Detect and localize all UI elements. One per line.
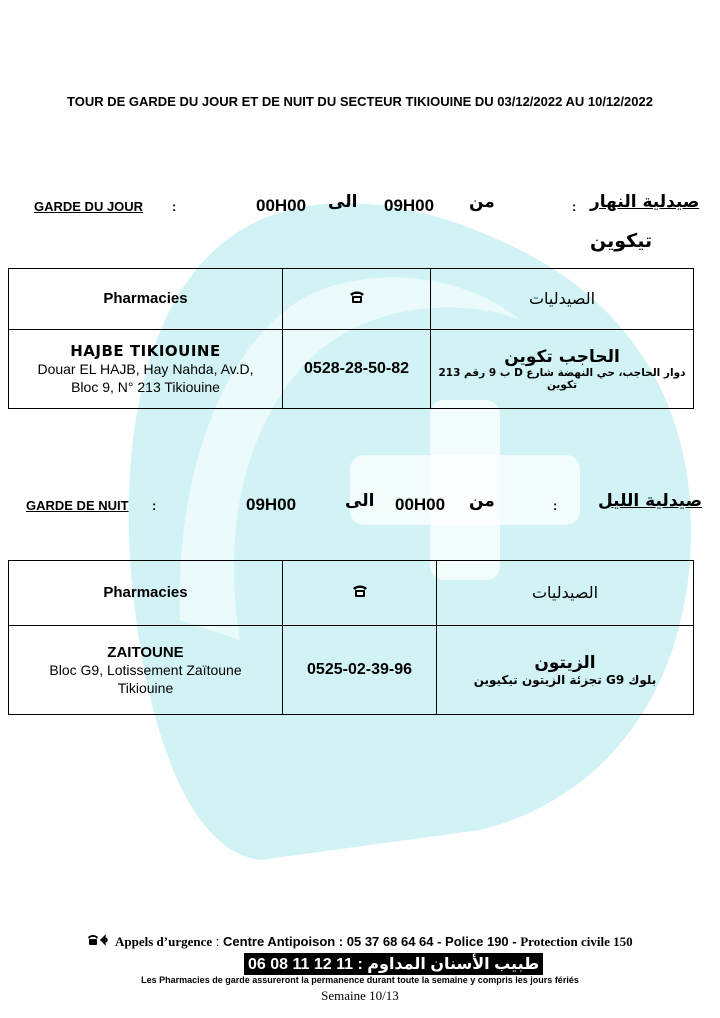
col-header-pharmacies: Pharmacies [9, 269, 283, 330]
night-label-ar: صيدلية الليل [598, 491, 703, 511]
col-header-phone [283, 269, 431, 330]
col-header-pharmacies-ar: الصيدليات [437, 561, 694, 626]
emergency-calls-label: Appels d’urgence [115, 934, 213, 949]
night-pharmacy-phone[interactable]: 0525-02-39-96 [307, 661, 412, 678]
emergency-centre: Centre Antipoison : 05 37 68 64 64 - Police 190 - [223, 934, 517, 949]
day-label-ar: صيدلية النهار [590, 192, 700, 212]
day-time-end: 00H00 [256, 196, 307, 215]
night-pharmacy-ar-cell [437, 626, 694, 715]
night-time-end: 09H00 [246, 495, 297, 514]
col-header-phone [283, 561, 437, 626]
night-ila: الى [345, 491, 375, 511]
night-colon-ar: : [553, 498, 558, 513]
night-pharmacy-table [8, 560, 694, 715]
night-pharmacy-address-1: Bloc G9, Lotissement Zaïtoune [49, 661, 242, 678]
emergency-phone-icon [87, 934, 115, 949]
day-colon: : [172, 199, 177, 214]
night-pharmacy-address-2: Tikiouine [117, 679, 174, 696]
night-pharmacy-name-ar: الزيتون [534, 653, 596, 673]
day-pharmacy-address-ar: دوار الحاجب، حي النهضة شارع D ب 9 رقم 213 تكوين [438, 367, 686, 391]
night-pharmacy-address-ar: بلوك G9 تجزئة الزيتون تيكيوين [473, 673, 657, 687]
phone-icon [352, 584, 368, 603]
day-ila: الى [328, 192, 358, 212]
emergency-sep: : [215, 934, 220, 949]
day-phone-cell [283, 330, 431, 409]
night-min: من [469, 491, 495, 511]
day-pharmacy-name: HAJBE TIKIOUINE [70, 342, 221, 360]
page-title: TOUR DE GARDE DU JOUR ET DE NUIT DU SECTEUR TIKIOUINE DU 03/12/2022 AU 10/12/2022 [67, 94, 653, 109]
night-pharmacy-name: ZAITOUNE [107, 643, 184, 661]
day-pharmacy-table [8, 268, 694, 409]
day-colon-ar: : [572, 199, 577, 214]
day-time-start: 09H00 [384, 196, 435, 215]
day-pharmacy-cell [9, 330, 283, 409]
night-phone-cell [283, 626, 437, 715]
day-guard-label: GARDE DU JOUR [34, 199, 144, 214]
permanence-note: Les Pharmacies de garde assureront la permanence durant toute la semaine y compris les jours fériés [141, 975, 579, 985]
day-pharmacy-name-ar: الحاجب تكوين [504, 347, 620, 367]
col-header-pharmacies-ar: الصيدليات [431, 269, 694, 330]
day-pharmacy-ar-cell [431, 330, 694, 409]
week-number: Semaine 10/13 [321, 988, 399, 1003]
day-pharmacy-address-1: Douar EL HAJB, Hay Nahda, Av.D, [37, 361, 254, 377]
col-header-pharmacies: Pharmacies [9, 561, 283, 626]
day-place-ar: تيكوين [590, 230, 653, 252]
day-pharmacy-address-2: Bloc 9, N° 213 Tikiouine [71, 379, 220, 395]
emergency-protection: Protection civile 150 [520, 934, 633, 949]
day-pharmacy-phone[interactable]: 0528-28-50-82 [304, 360, 409, 377]
day-min: من [469, 192, 495, 212]
night-time-start: 00H00 [395, 495, 446, 514]
phone-icon [349, 290, 365, 309]
dentist-on-call: طبيب الأسنان المداوم : 11 12 11 08 06 [244, 953, 543, 975]
night-colon: : [152, 498, 157, 513]
emergency-calls-line [0, 934, 720, 950]
night-guard-label: GARDE DE NUIT [26, 498, 129, 513]
night-pharmacy-cell [9, 626, 283, 715]
